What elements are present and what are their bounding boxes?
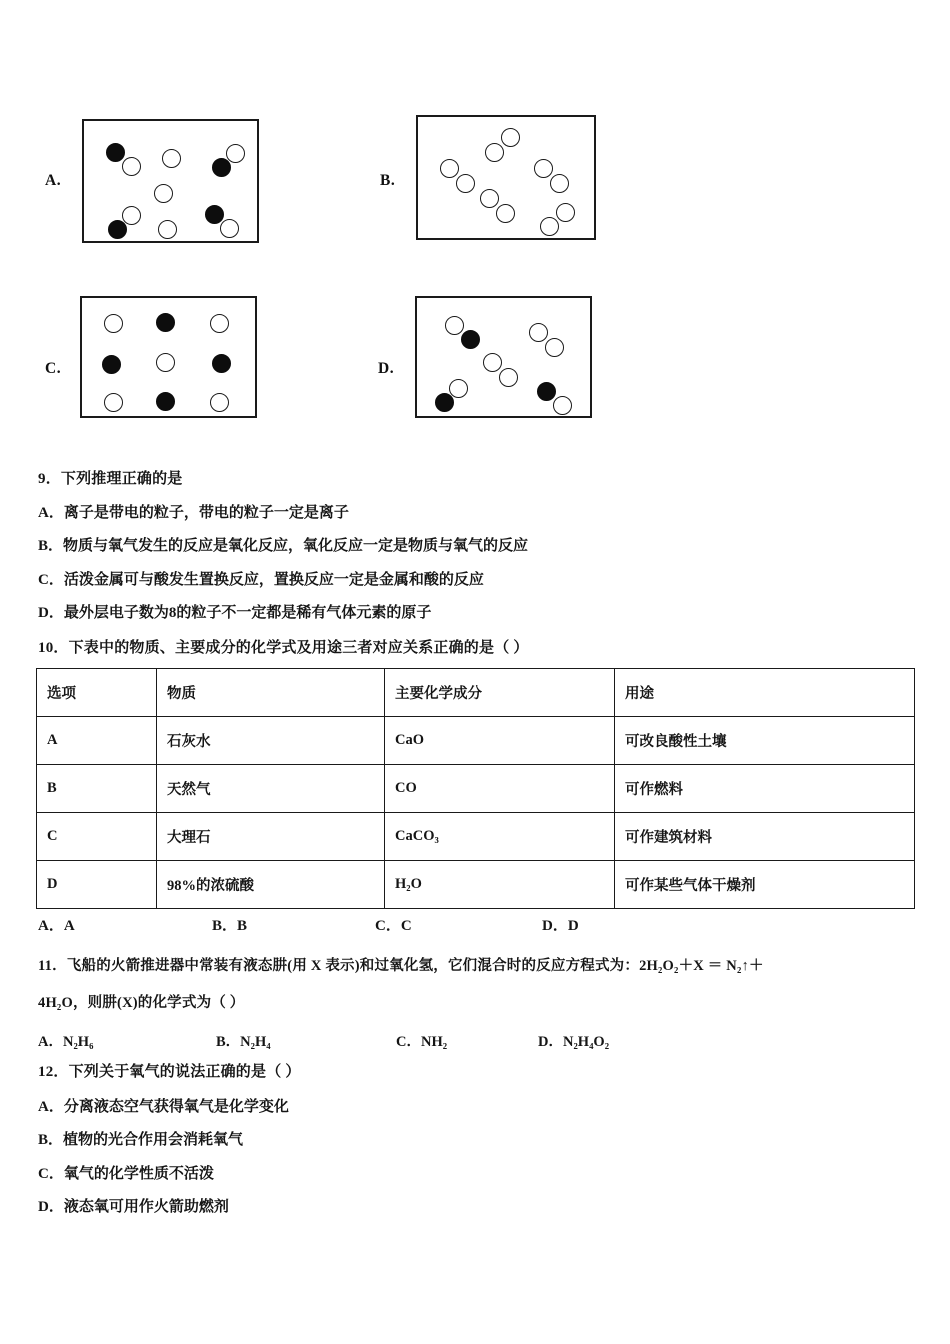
filled-atom-icon (102, 355, 121, 374)
hollow-atom-icon (162, 149, 181, 168)
question-10-answer-row (38, 914, 918, 934)
hollow-atom-icon (154, 184, 173, 203)
table-cell-option: C (37, 813, 157, 861)
hollow-atom-icon (104, 314, 123, 333)
hollow-atom-icon (550, 174, 569, 193)
question-9-option-a: A．离子是带电的粒子，带电的粒子一定是离子 (38, 505, 349, 521)
hollow-atom-icon (122, 157, 141, 176)
filled-atom-icon (205, 205, 224, 224)
hollow-atom-icon (122, 206, 141, 225)
diagram-label-a: A. (45, 172, 62, 189)
molecule-box-a (82, 119, 259, 243)
filled-atom-icon (435, 393, 454, 412)
table-header-cell: 用途 (615, 669, 915, 717)
question-11-option-row (38, 1030, 918, 1050)
hollow-atom-icon (534, 159, 553, 178)
filled-atom-icon (212, 354, 231, 373)
question-12-option-a: A．分离液态空气获得氧气是化学变化 (38, 1099, 289, 1115)
table-cell-option: B (37, 765, 157, 813)
question-12-option-b: B．植物的光合作用会消耗氧气 (38, 1132, 244, 1148)
question-12-option-c: C．氧气的化学性质不活泼 (38, 1166, 214, 1182)
hollow-atom-icon (210, 314, 229, 333)
hollow-atom-icon (456, 174, 475, 193)
table-row (37, 717, 915, 765)
question-11-option-b: B．N₂H₄ (216, 1034, 271, 1050)
filled-atom-icon (461, 330, 480, 349)
filled-atom-icon (156, 313, 175, 332)
question-9-stem: 9．下列推理正确的是 (38, 471, 183, 487)
molecule-box-d (415, 296, 592, 418)
question-10-answer-c: C．C (375, 918, 412, 934)
table-cell-use: 可作某些气体干燥剂 (615, 861, 915, 909)
table-row (37, 813, 915, 861)
question-10-stem: 10．下表中的物质、主要成分的化学式及用途三者对应关系正确的是（ ） (38, 640, 529, 656)
table-header-cell: 主要化学成分 (385, 669, 615, 717)
filled-atom-icon (156, 392, 175, 411)
question-11-option-a: A．N₂H₆ (38, 1034, 94, 1050)
molecule-box-b (416, 115, 596, 240)
hollow-atom-icon (445, 316, 464, 335)
filled-atom-icon (212, 158, 231, 177)
hollow-atom-icon (553, 396, 572, 415)
question-11-stem-line2: 4H₂O，则肼(X)的化学式为（ ） (38, 995, 245, 1011)
question-10-answer-d: D．D (542, 918, 579, 934)
table-cell-substance: 98%的浓硫酸 (157, 861, 385, 909)
filled-atom-icon (537, 382, 556, 401)
table-cell-use: 可作建筑材料 (615, 813, 915, 861)
hollow-atom-icon (485, 143, 504, 162)
table-header-cell: 选项 (37, 669, 157, 717)
hollow-atom-icon (104, 393, 123, 412)
table-header-cell: 物质 (157, 669, 385, 717)
question-12-stem: 12．下列关于氧气的说法正确的是（ ） (38, 1064, 301, 1080)
filled-atom-icon (108, 220, 127, 239)
question-10-answer-a: A．A (38, 918, 75, 934)
question-11-option-d: D．N₂H₄O₂ (538, 1034, 610, 1050)
hollow-atom-icon (499, 368, 518, 387)
question-11-option-c: C．NH₂ (396, 1034, 448, 1050)
table-cell-substance: 石灰水 (157, 717, 385, 765)
table-cell-use: 可作燃料 (615, 765, 915, 813)
table-cell-formula: CO (385, 765, 615, 813)
question-9-option-d: D．最外层电子数为8的粒子不一定都是稀有气体元素的原子 (38, 605, 432, 621)
question-10-answer-b: B．B (212, 918, 248, 934)
hollow-atom-icon (449, 379, 468, 398)
table-cell-use: 可改良酸性土壤 (615, 717, 915, 765)
hollow-atom-icon (480, 189, 499, 208)
table-row (37, 861, 915, 909)
question-9-option-c: C．活泼金属可与酸发生置换反应，置换反应一定是金属和酸的反应 (38, 572, 484, 588)
diagram-label-b: B. (380, 172, 396, 189)
table-row (37, 765, 915, 813)
diagram-label-d: D. (378, 360, 395, 377)
table-cell-option: D (37, 861, 157, 909)
hollow-atom-icon (545, 338, 564, 357)
hollow-atom-icon (156, 353, 175, 372)
table-cell-substance: 天然气 (157, 765, 385, 813)
hollow-atom-icon (529, 323, 548, 342)
question-11-stem-line1: 11．飞船的火箭推进器中常装有液态肼(用 X 表示)和过氧化氢，它们混合时的反应方程式为：2H₂O₂＋X ＝ N₂↑＋ (38, 958, 764, 974)
hollow-atom-icon (440, 159, 459, 178)
hollow-atom-icon (483, 353, 502, 372)
hollow-atom-icon (226, 144, 245, 163)
table-cell-option: A (37, 717, 157, 765)
table-header-row (37, 669, 915, 717)
hollow-atom-icon (158, 220, 177, 239)
hollow-atom-icon (210, 393, 229, 412)
table-cell-formula: CaCO₃ (385, 813, 615, 861)
hollow-atom-icon (501, 128, 520, 147)
question-12-option-d: D．液态氧可用作火箭助燃剂 (38, 1199, 229, 1215)
filled-atom-icon (106, 143, 125, 162)
molecule-box-c (80, 296, 257, 418)
diagram-label-c: C. (45, 360, 62, 377)
substances-table (36, 668, 915, 909)
table-cell-substance: 大理石 (157, 813, 385, 861)
hollow-atom-icon (220, 219, 239, 238)
question-9-option-b: B．物质与氧气发生的反应是氧化反应，氧化反应一定是物质与氧气的反应 (38, 538, 529, 554)
table-cell-formula: H₂O (385, 861, 615, 909)
hollow-atom-icon (496, 204, 515, 223)
hollow-atom-icon (540, 217, 559, 236)
hollow-atom-icon (556, 203, 575, 222)
table-cell-formula: CaO (385, 717, 615, 765)
